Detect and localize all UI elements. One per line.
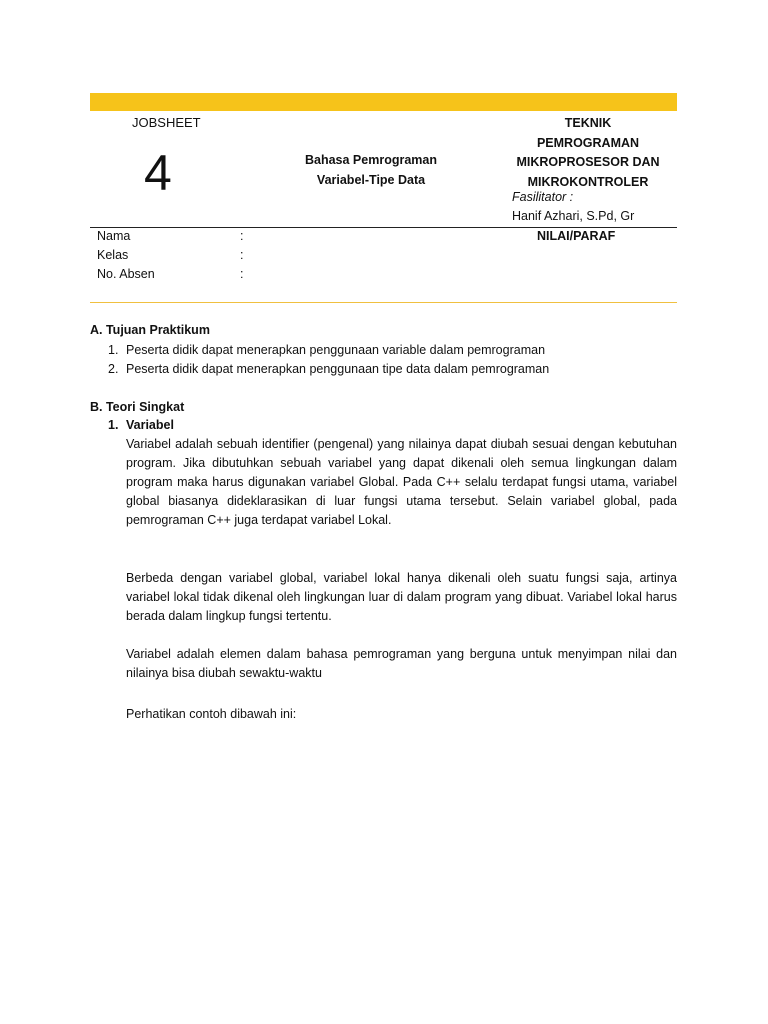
field-nama: Nama [97,229,131,243]
colon-kelas: : [240,248,244,262]
paragraph-2: Berbeda dengan variabel global, variabel lokal hanya dikenali oleh suatu fungsi saja, artinya variabel lokal tidak dikenal oleh lingkungan luar di dalam program yang dibuat. Variabel lokal harus berada dalam lingkup fungsi tertentu. [126,571,677,623]
objective-text-1: Peserta didik dapat menerapkan penggunaan variable dalam pemrograman [126,343,546,357]
header-divider [90,227,677,228]
field-no-absen: No. Absen [97,267,155,281]
colon-no-absen: : [240,267,244,281]
objective-number-2: 2. [108,362,119,376]
subject-line-2: Variabel-Tipe Data [316,173,426,187]
course-title [500,114,676,192]
identity-divider [90,302,677,303]
colon-nama: : [240,229,244,243]
score-label: NILAI/PARAF [537,229,616,243]
subject-line-1: Bahasa Pemrograman [304,153,437,167]
field-kelas: Kelas [97,248,129,262]
paragraph-1: Variabel adalah sebuah identifier (pengenal) yang nilainya dapat diubah sesuai dengan kebutuhan program. Jika dibutuhkan sebuah variabel yang dapat dikenali oleh semua lingkungan dalam program maka harus digunakan variabel Global. Pada C++ selalu terdapat fungsi utama, variabel global biasanya dideklarasikan di luar fungsi utama tersebut. Selain variabel global, pada pemrograman C++ juga terdapat variabel Lokal. [126,437,677,527]
objective-number-1: 1. [108,343,119,357]
header-color-band [90,93,677,111]
course-line-3: MIKROPROSESOR DAN [516,155,660,169]
paragraph-4: Perhatikan contoh dibawah ini: [126,707,297,721]
course-line-2: PEMROGRAMAN [536,135,640,150]
subsection-title: Variabel [126,418,174,432]
section-b-title: B. Teori Singkat [90,400,185,414]
course-line-1: TEKNIK [564,116,612,130]
jobsheet-number: 4 [144,145,172,201]
section-a-title: A. Tujuan Praktikum [90,323,210,337]
facilitator-label: Fasilitator : [512,190,574,204]
objective-text-2: Peserta didik dapat menerapkan penggunaan tipe data dalam pemrograman [126,362,550,376]
subject-title [296,150,446,190]
subsection-number: 1. [108,418,119,432]
paragraph-3: Variabel adalah elemen dalam bahasa pemrograman yang berguna untuk menyimpan nilai dan nilainya bisa diubah sewaktu-waktu [126,647,677,680]
jobsheet-label: JOBSHEET [132,115,201,130]
facilitator-name: Hanif Azhari, S.Pd, Gr [512,209,635,223]
course-line-4: MIKROKONTROLER [527,174,649,189]
